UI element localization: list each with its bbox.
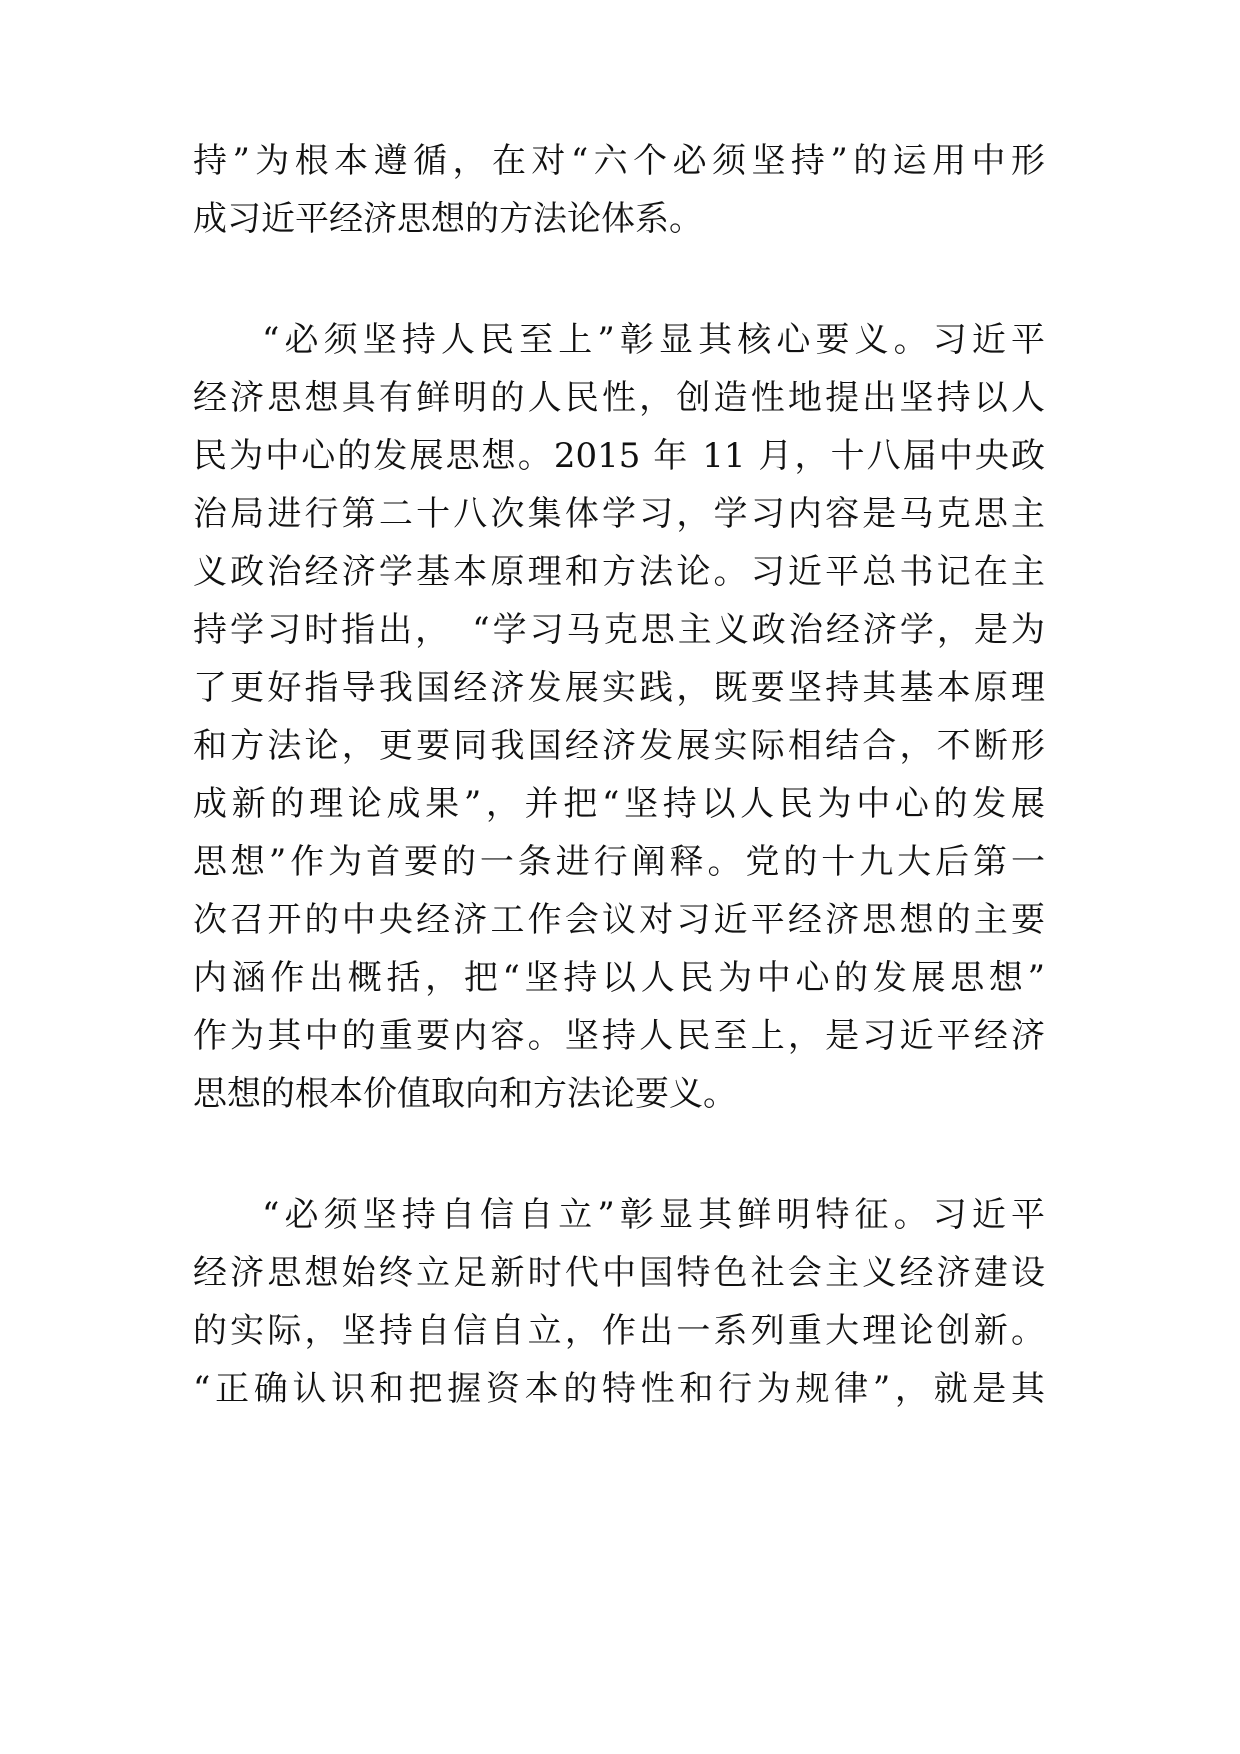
paragraph-2-line-12: 内涵作出概括，把“坚持以人民为中心的发展思想”	[193, 958, 1045, 998]
paragraph-2-line-3: 民为中心的发展思想。2015 年 11 月，十八届中央政	[193, 436, 1045, 476]
paragraph-1-line-2: 成习近平经济思想的方法论体系。	[193, 199, 703, 239]
paragraph-3-line-1: “必须坚持自信自立”彰显其鲜明特征。习近平	[262, 1195, 1045, 1235]
paragraph-2-line-13: 作为其中的重要内容。坚持人民至上，是习近平经济	[193, 1016, 1045, 1056]
paragraph-3-line-3: 的实际，坚持自信自立，作出一系列重大理论创新。	[193, 1311, 1045, 1351]
paragraph-2-line-14: 思想的根本价值取向和方法论要义。	[193, 1074, 737, 1114]
paragraph-2-line-8: 和方法论，更要同我国经济发展实际相结合，不断形	[193, 726, 1045, 766]
paragraph-2-line-11: 次召开的中央经济工作会议对习近平经济思想的主要	[193, 900, 1045, 940]
paragraph-2-line-10: 思想”作为首要的一条进行阐释。党的十九大后第一	[193, 842, 1045, 882]
paragraph-3-line-4: “正确认识和把握资本的特性和行为规律”，就是其	[193, 1369, 1045, 1409]
paragraph-1-line-1: 持”为根本遵循，在对“六个必须坚持”的运用中形	[193, 141, 1045, 181]
paragraph-2-line-7: 了更好指导我国经济发展实践，既要坚持其基本原理	[193, 668, 1045, 708]
paragraph-2-line-6: 持学习时指出， “学习马克思主义政治经济学，是为	[193, 610, 1045, 650]
paragraph-2-line-2: 经济思想具有鲜明的人民性，创造性地提出坚持以人	[193, 378, 1045, 418]
paragraph-2-line-9: 成新的理论成果”，并把“坚持以人民为中心的发展	[193, 784, 1045, 824]
paragraph-3-line-2: 经济思想始终立足新时代中国特色社会主义经济建设	[193, 1253, 1045, 1293]
paragraph-2-line-1: “必须坚持人民至上”彰显其核心要义。习近平	[262, 320, 1045, 360]
paragraph-2-line-5: 义政治经济学基本原理和方法论。习近平总书记在主	[193, 552, 1045, 592]
paragraph-2-line-4: 治局进行第二十八次集体学习，学习内容是马克思主	[193, 494, 1045, 534]
